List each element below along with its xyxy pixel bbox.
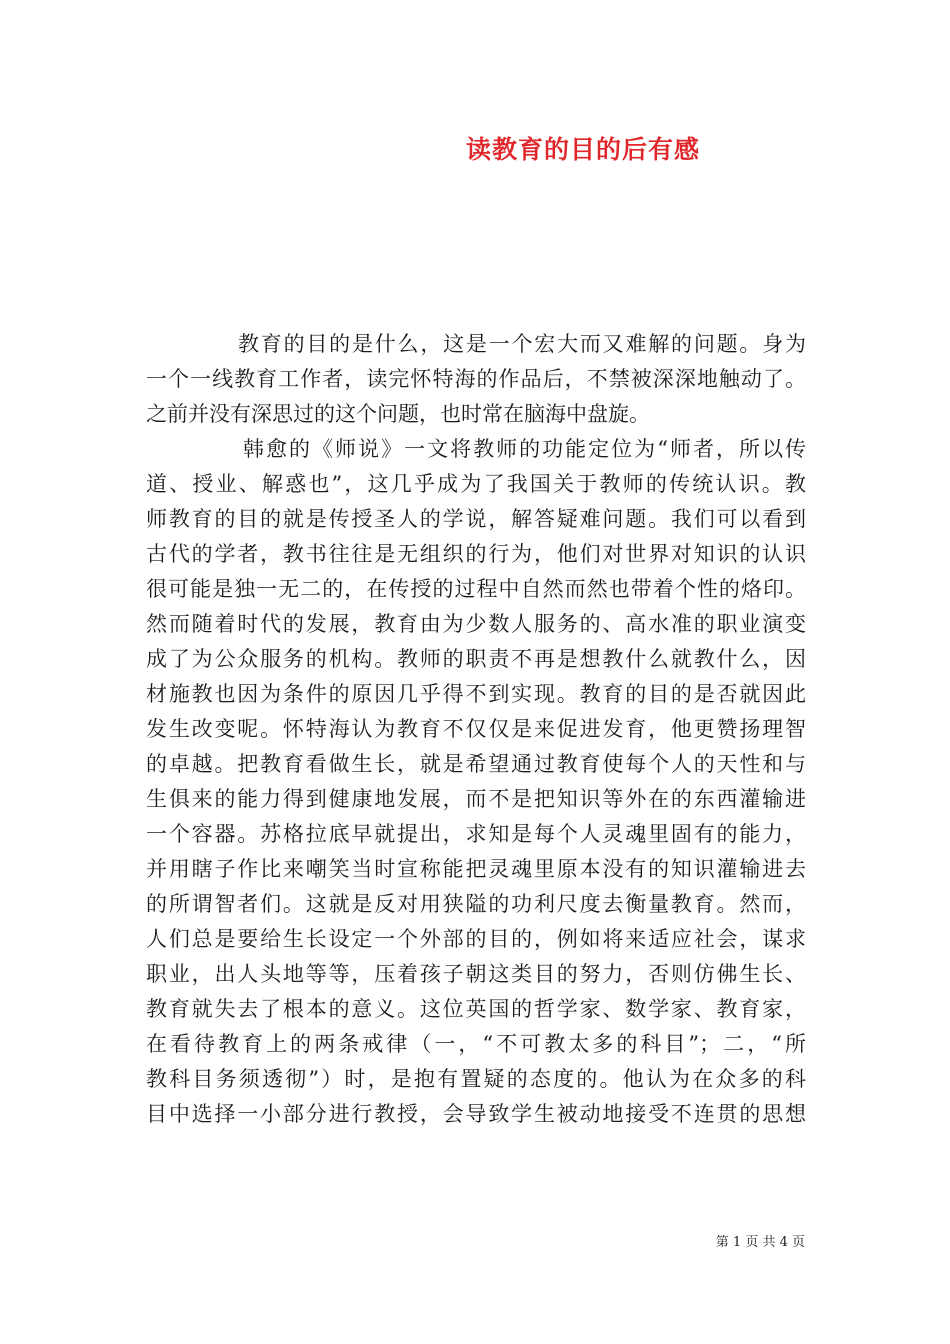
text-line: 道、授业、解惑也”，这几乎成为了我国关于教师的传统认识。教 [146, 472, 806, 496]
text-line: 韩愈的《师说》一文将教师的功能定位为“师者，所以传 [243, 437, 806, 461]
document-body [146, 327, 806, 1132]
paragraph-2 [146, 432, 806, 1132]
text-line: 发生改变呢。怀特海认为教育不仅仅是来促进发育，他更赞扬理智 [146, 717, 806, 741]
text-line: 并用瞎子作比来嘲笑当时宣称能把灵魂里原本没有的知识灌输进去 [146, 857, 806, 881]
text-line: 然而随着时代的发展，教育由为少数人服务的、高水准的职业演变 [146, 612, 806, 636]
text-line: 在看待教育上的两条戒律（一，“不可教太多的科目”；二，“所 [146, 1032, 806, 1056]
text-line: 材施教也因为条件的原因几乎得不到实现。教育的目的是否就因此 [146, 682, 806, 706]
page-title: 读教育的目的后有感 [465, 135, 700, 164]
text-line: 古代的学者，教书往往是无组织的行为，他们对世界对知识的认识 [146, 542, 806, 566]
text-line: 成了为公众服务的机构。教师的职责不再是想教什么就教什么，因 [146, 647, 806, 671]
text-line: 生俱来的能力得到健康地发展，而不是把知识等外在的东西灌输进 [146, 787, 806, 811]
text-line: 人们总是要给生长设定一个外部的目的，例如将来适应社会，谋求 [146, 927, 806, 951]
text-line: 之前并没有深思过的这个问题，也时常在脑海中盘旋。 [146, 402, 650, 426]
text-line: 职业，出人头地等等，压着孩子朝这类目的努力，否则仿佛生长、 [146, 962, 806, 986]
text-line: 目中选择一小部分进行教授，会导致学生被动地接受不连贯的思想 [146, 1102, 806, 1126]
text-line: 师教育的目的就是传授圣人的学说，解答疑难问题。我们可以看到 [146, 507, 806, 531]
text-line: 的卓越。把教育看做生长，就是希望通过教育使每个人的天性和与 [146, 752, 806, 776]
text-line: 很可能是独一无二的，在传授的过程中自然而然也带着个性的烙印。 [146, 577, 806, 601]
text-line: 的所谓智者们。这就是反对用狭隘的功利尺度去衡量教育。然而， [146, 892, 806, 916]
text-line: 一个容器。苏格拉底早就提出，求知是每个人灵魂里固有的能力， [146, 822, 806, 846]
text-line: 一个一线教育工作者，读完怀特海的作品后，不禁被深深地触动了。 [146, 367, 806, 391]
paragraph-1 [146, 327, 806, 432]
text-line: 教科目务须透彻”）时，是抱有置疑的态度的。他认为在众多的科 [146, 1067, 806, 1091]
text-line: 教育就失去了根本的意义。这位英国的哲学家、数学家、教育家， [146, 997, 806, 1021]
text-line: 教育的目的是什么，这是一个宏大而又难解的问题。身为 [238, 332, 806, 356]
page-footer: 第 1 页 共 4 页 [715, 1235, 805, 1250]
